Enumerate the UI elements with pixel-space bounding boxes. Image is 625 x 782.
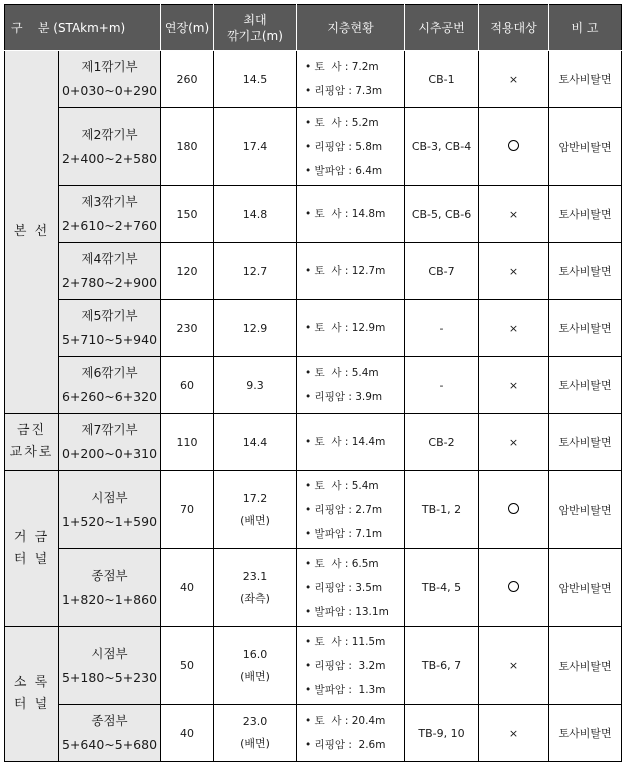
- group-geogeum-tunnel: 거 금 터 널: [5, 471, 59, 627]
- header-remarks: 비 고: [549, 5, 622, 51]
- remarks-cell: 토사비탈면: [549, 51, 622, 108]
- boring-cell: CB-3, CB-4: [405, 108, 479, 186]
- cut-section-name: 시점부 1+520~1+590: [59, 471, 161, 549]
- length-cell: 150: [161, 186, 214, 243]
- table-row: [5, 705, 622, 762]
- geology-cell: • 토 사 : 12.9m: [297, 300, 405, 357]
- table-row: [5, 414, 622, 471]
- max-cut-cell: 14.5: [214, 51, 297, 108]
- remarks-cell: 토사비탈면: [549, 186, 622, 243]
- geology-cell: • 토 사 : 11.5m • 리핑암 : 3.2m • 발파암 : 1.3m: [297, 627, 405, 705]
- max-cut-cell: 14.4: [214, 414, 297, 471]
- remarks-cell: 토사비탈면: [549, 627, 622, 705]
- circle-mark-icon: [508, 140, 519, 151]
- table-row: [5, 549, 622, 627]
- applicable-cell: [479, 471, 549, 549]
- max-cut-cell: 23.1 (좌측): [214, 549, 297, 627]
- boring-cell: CB-5, CB-6: [405, 186, 479, 243]
- cut-section-name: 제1깎기부 0+030~0+290: [59, 51, 161, 108]
- applicable-cell: [479, 108, 549, 186]
- remarks-cell: 암반비탈면: [549, 549, 622, 627]
- header-boring: 시추공번: [405, 5, 479, 51]
- length-cell: 180: [161, 108, 214, 186]
- boring-cell: TB-9, 10: [405, 705, 479, 762]
- geology-cell: • 토 사 : 20.4m • 리핑암 : 2.6m: [297, 705, 405, 762]
- table-row: [5, 471, 622, 549]
- cut-section-name: 제3깎기부 2+610~2+760: [59, 186, 161, 243]
- boring-cell: -: [405, 357, 479, 414]
- table-row: [5, 627, 622, 705]
- boring-cell: CB-1: [405, 51, 479, 108]
- geology-cell: • 토 사 : 12.7m: [297, 243, 405, 300]
- table-row: [5, 300, 622, 357]
- max-cut-cell: 17.2 (배면): [214, 471, 297, 549]
- header-max-cut: 최대 깎기고(m): [214, 5, 297, 51]
- x-mark-icon: ×: [508, 321, 519, 335]
- group-geumjin: 금진 교차로: [5, 414, 59, 471]
- table-body: [5, 51, 622, 762]
- x-mark-icon: ×: [508, 659, 519, 672]
- applicable-cell: [479, 51, 549, 108]
- applicable-cell: [479, 549, 549, 627]
- geology-cell: • 토 사 : 5.4m • 리핑암 : 2.7m • 발파암 : 7.1m: [297, 471, 405, 549]
- x-mark-icon: ×: [508, 378, 519, 392]
- applicable-cell: [479, 243, 549, 300]
- boring-cell: CB-7: [405, 243, 479, 300]
- length-cell: 70: [161, 471, 214, 549]
- circle-mark-icon: [508, 581, 519, 592]
- header-applicable: 적용대상: [479, 5, 549, 51]
- cut-section-name: 제4깎기부 2+780~2+900: [59, 243, 161, 300]
- max-cut-cell: 14.8: [214, 186, 297, 243]
- length-cell: 40: [161, 549, 214, 627]
- length-cell: 230: [161, 300, 214, 357]
- geology-cell: • 토 사 : 7.2m • 리핑암 : 7.3m: [297, 51, 405, 108]
- length-cell: 120: [161, 243, 214, 300]
- header-geology: 지층현황: [297, 5, 405, 51]
- cut-section-name: 시점부 5+180~5+230: [59, 627, 161, 705]
- geology-cell: • 토 사 : 5.2m • 리핑암 : 5.8m • 발파암 : 6.4m: [297, 108, 405, 186]
- x-mark-icon: ×: [508, 264, 519, 278]
- cut-section-name: 종점부 5+640~5+680: [59, 705, 161, 762]
- remarks-cell: 토사비탈면: [549, 705, 622, 762]
- applicable-cell: [479, 627, 549, 705]
- x-mark-icon: ×: [508, 726, 519, 740]
- remarks-cell: 암반비탈면: [549, 471, 622, 549]
- cut-section-name: 제2깎기부 2+400~2+580: [59, 108, 161, 186]
- header-section: 구 분 (STAkm+m): [5, 5, 161, 51]
- max-cut-cell: 9.3: [214, 357, 297, 414]
- cut-section-name: 제7깎기부 0+200~0+310: [59, 414, 161, 471]
- max-cut-cell: 12.7: [214, 243, 297, 300]
- applicable-cell: [479, 300, 549, 357]
- length-cell: 260: [161, 51, 214, 108]
- cut-section-name: 종점부 1+820~1+860: [59, 549, 161, 627]
- table-row: [5, 108, 622, 186]
- remarks-cell: 암반비탈면: [549, 108, 622, 186]
- boring-cell: TB-6, 7: [405, 627, 479, 705]
- length-cell: 110: [161, 414, 214, 471]
- applicable-cell: [479, 414, 549, 471]
- x-mark-icon: ×: [508, 72, 519, 86]
- max-cut-cell: 16.0 (배면): [214, 627, 297, 705]
- length-cell: 50: [161, 627, 214, 705]
- boring-cell: TB-4, 5: [405, 549, 479, 627]
- group-main: 본 선: [5, 51, 59, 414]
- header-length: 연장(m): [161, 5, 214, 51]
- x-mark-icon: ×: [508, 435, 519, 449]
- boring-cell: CB-2: [405, 414, 479, 471]
- table-row: [5, 186, 622, 243]
- slope-survey-table: [4, 4, 622, 762]
- applicable-cell: [479, 186, 549, 243]
- cut-section-name: 제5깎기부 5+710~5+940: [59, 300, 161, 357]
- geology-cell: • 토 사 : 14.8m: [297, 186, 405, 243]
- boring-cell: TB-1, 2: [405, 471, 479, 549]
- max-cut-cell: 12.9: [214, 300, 297, 357]
- table-row: [5, 243, 622, 300]
- cut-section-name: 제6깎기부 6+260~6+320: [59, 357, 161, 414]
- applicable-cell: [479, 705, 549, 762]
- header-row: [5, 5, 622, 51]
- geology-cell: • 토 사 : 14.4m: [297, 414, 405, 471]
- max-cut-cell: 23.0 (배면): [214, 705, 297, 762]
- max-cut-cell: 17.4: [214, 108, 297, 186]
- circle-mark-icon: [508, 503, 519, 514]
- table-row: [5, 51, 622, 108]
- remarks-cell: 토사비탈면: [549, 300, 622, 357]
- group-sorok-tunnel: 소 록 터 널: [5, 627, 59, 762]
- x-mark-icon: ×: [508, 207, 519, 221]
- length-cell: 40: [161, 705, 214, 762]
- applicable-cell: [479, 357, 549, 414]
- length-cell: 60: [161, 357, 214, 414]
- table-row: [5, 357, 622, 414]
- remarks-cell: 토사비탈면: [549, 243, 622, 300]
- remarks-cell: 토사비탈면: [549, 414, 622, 471]
- remarks-cell: 토사비탈면: [549, 357, 622, 414]
- geology-cell: • 토 사 : 6.5m • 리핑암 : 3.5m • 발파암 : 13.1m: [297, 549, 405, 627]
- boring-cell: -: [405, 300, 479, 357]
- geology-cell: • 토 사 : 5.4m • 리핑암 : 3.9m: [297, 357, 405, 414]
